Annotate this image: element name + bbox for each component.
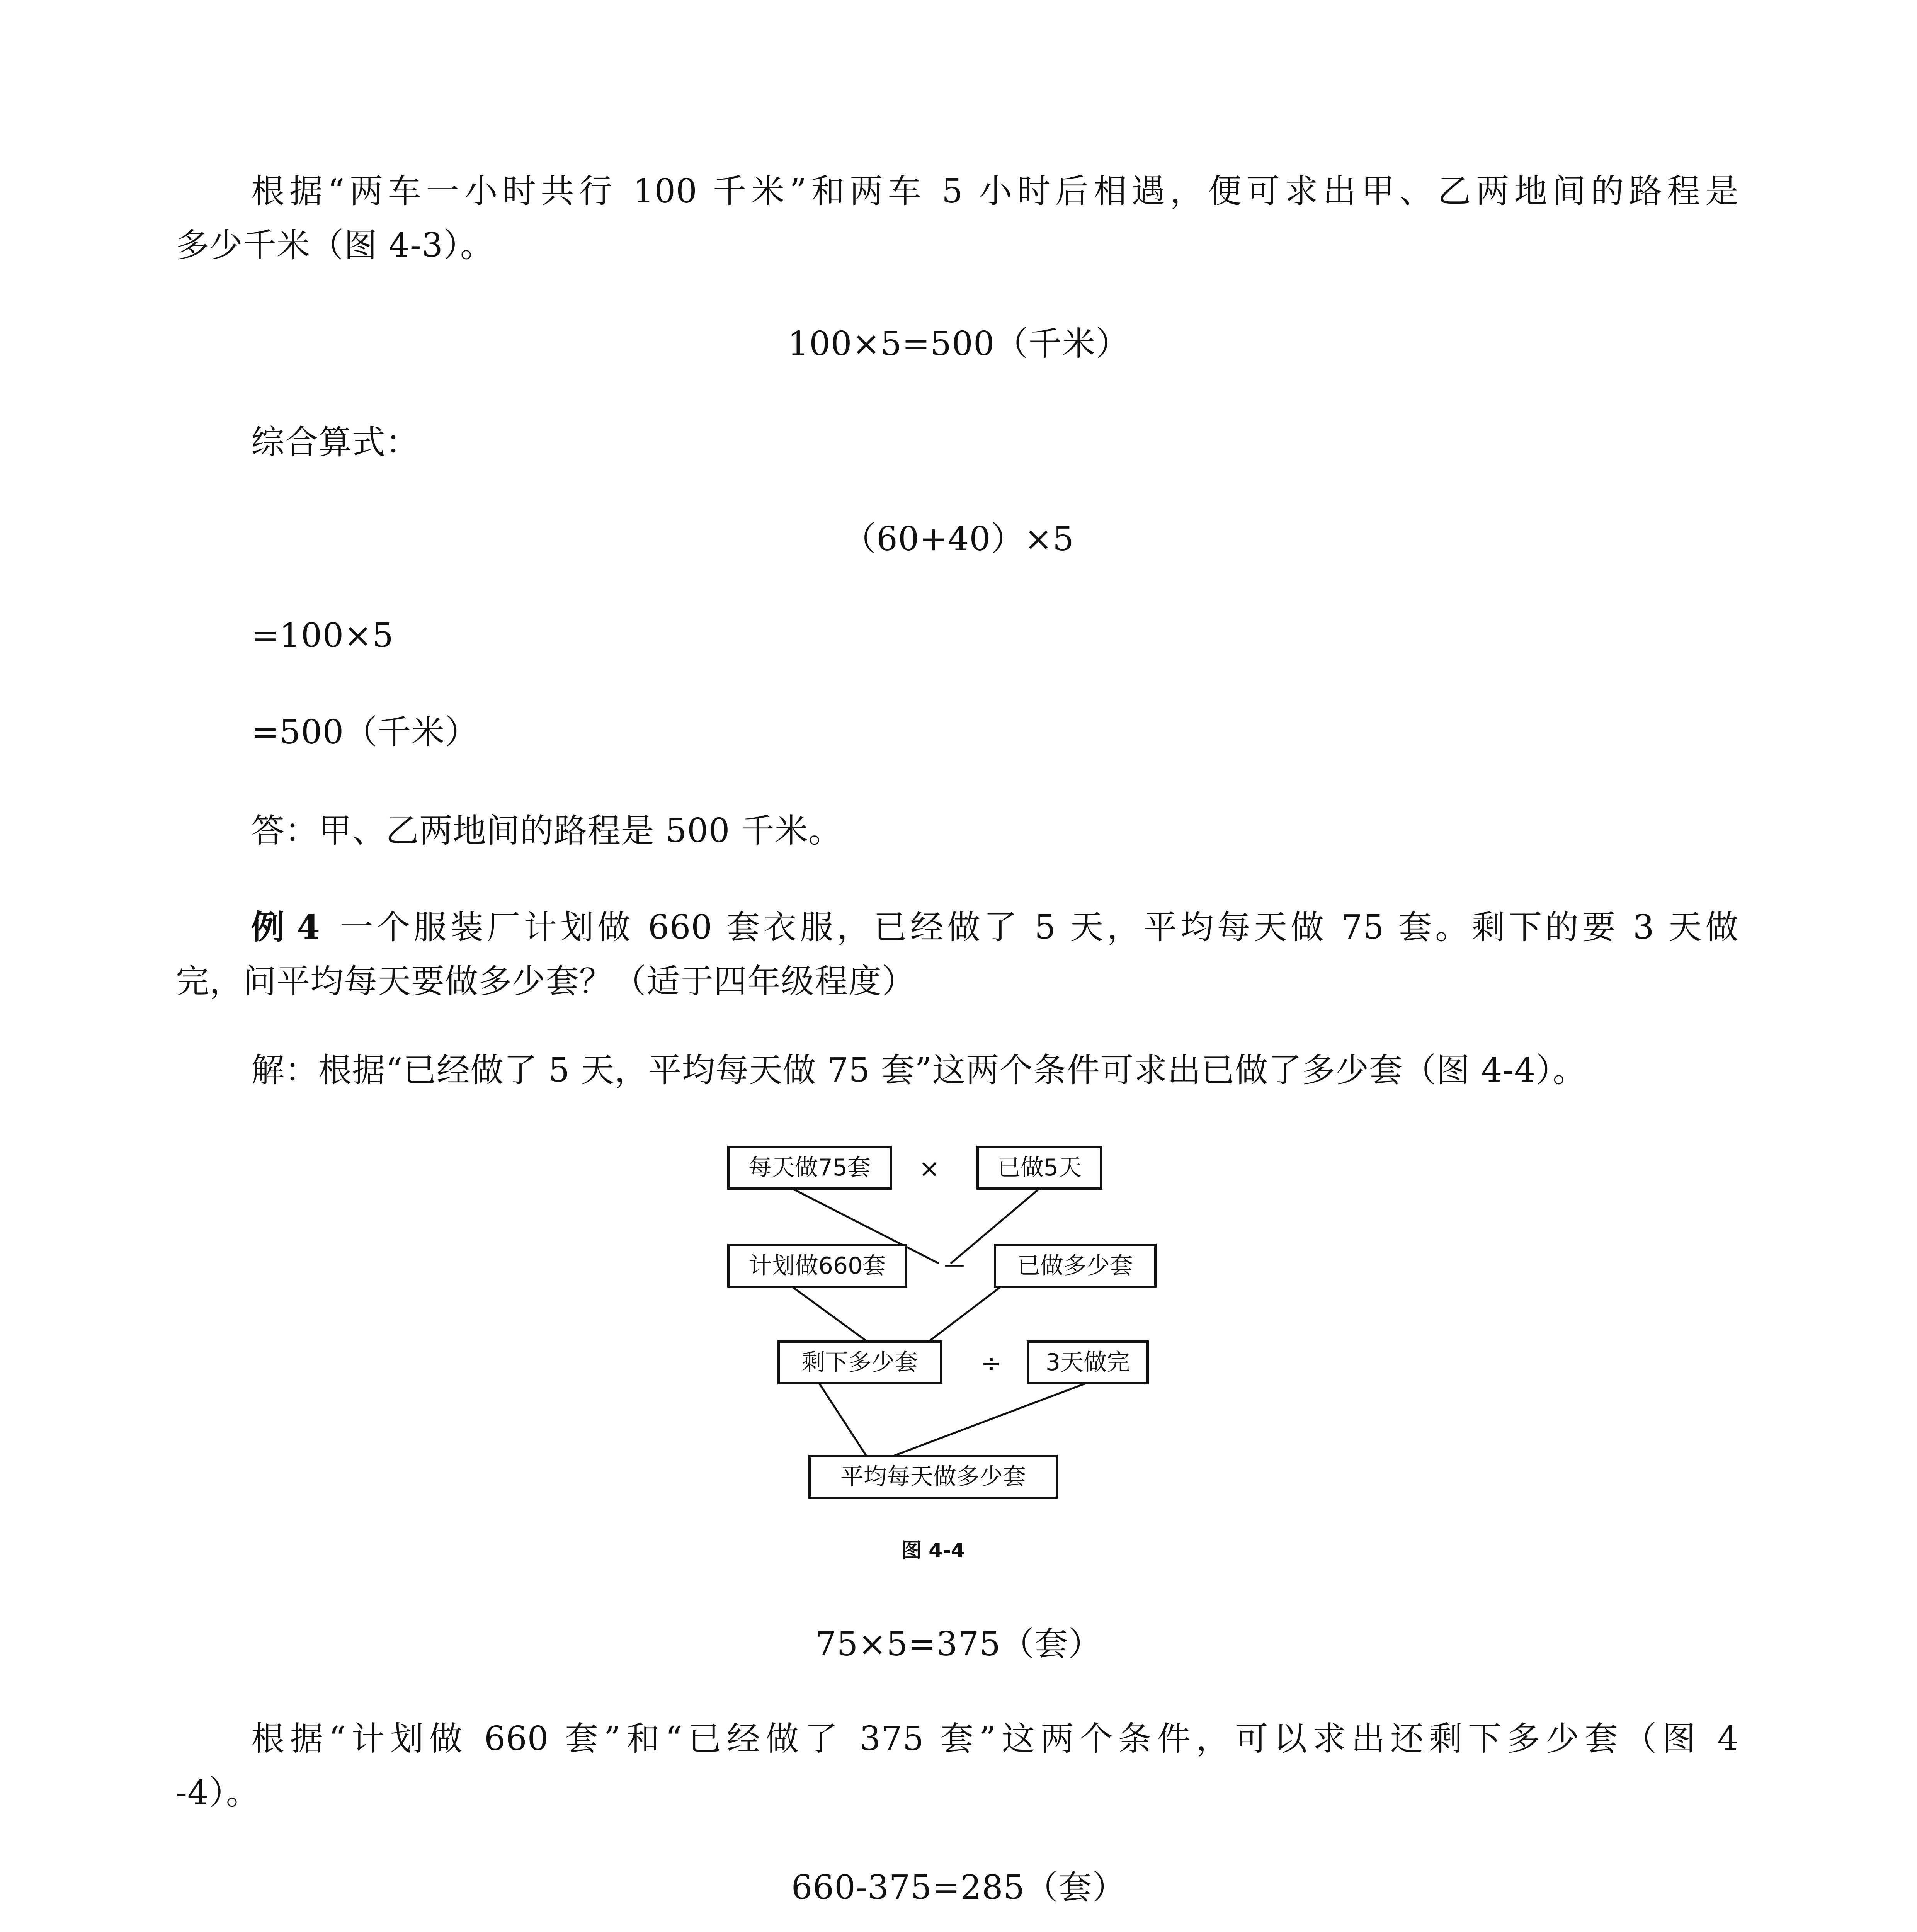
diagram-box-label: 已做多少套 [1017,1252,1133,1279]
section-label: 综合算式： [251,423,419,462]
diagram-box-label: 计划做660套 [748,1252,886,1279]
operator-multiply: × [919,1155,940,1183]
equation: 75×5=375（套） [815,1625,1102,1663]
equation-step: =500（千米） [251,713,479,752]
equation-step: =100×5 [251,616,394,655]
equation: 660-375=285（套） [791,1868,1126,1907]
equation: 100×5=500（千米） [788,325,1129,363]
paragraph-line: 根据“计划做 660 套”和“已经做了 375 套”这两个条件，可以求出还剩下多少套（图 4 [251,1719,1739,1758]
diagram-box-label: 每天做75套 [748,1154,871,1181]
operator-divide: ÷ [981,1349,1002,1378]
flow-diagram [723,1144,1179,1577]
paragraph-line: 完，问平均每天要做多少套？（适于四年级程度） [176,962,915,1001]
connector-line [881,1383,1086,1461]
diagram-box-label: 剩下多少套 [802,1349,918,1376]
diagram-box-label: 平均每天做多少套 [840,1463,1026,1490]
paragraph-line: 解：根据“已经做了 5 天，平均每天做 75 套”这两个条件可求出已做了多少套（图 4-4）。 [251,1051,1587,1090]
paragraph-line: -4）。 [176,1774,260,1812]
paragraph-line: 一个服装厂计划做 660 套衣服，已经做了 5 天，平均每天做 75 套。剩下的要 3 天做 [340,908,1739,947]
paragraph-line: 多少千米（图 4-3）。 [176,226,494,265]
answer-line: 答：甲、乙两地间的路程是 500 千米。 [251,811,842,850]
paragraph-line: 根据“两车一小时共行 100 千米”和两车 5 小时后相遇，便可求出甲、乙两地间的路程是 [251,172,1739,211]
example-label: 例 4 [251,908,320,947]
equation: （60+40）×5 [843,520,1074,558]
diagram-box-label: 已做5天 [997,1154,1082,1181]
diagram-box-label: 3天做完 [1045,1349,1130,1376]
figure-caption: 图 4-4 [901,1539,965,1562]
operator-minus: － [942,1253,967,1281]
connector-line [819,1383,869,1461]
